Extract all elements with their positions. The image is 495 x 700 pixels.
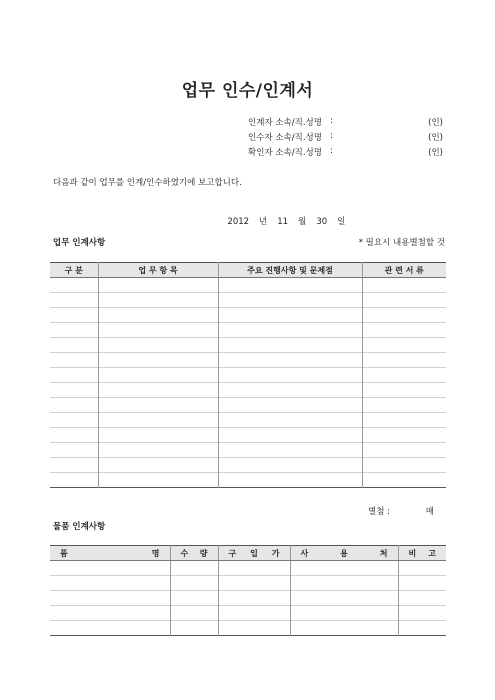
table-cell[interactable] [50, 561, 170, 576]
signature-colon: : [330, 116, 333, 126]
table-cell[interactable] [218, 606, 290, 621]
table-cell[interactable] [218, 338, 362, 353]
table-cell[interactable] [290, 621, 398, 636]
column-header: 관 련 서 류 [362, 263, 446, 278]
column-header: 업 무 항 목 [98, 263, 218, 278]
date-day-unit: 일 [337, 217, 346, 227]
table-cell[interactable] [50, 458, 98, 473]
column-header: 비 고 [398, 546, 446, 561]
table-cell[interactable] [170, 561, 218, 576]
table-cell[interactable] [50, 443, 98, 458]
table-cell[interactable] [218, 443, 362, 458]
table-cell[interactable] [218, 368, 362, 383]
table-cell[interactable] [218, 576, 290, 591]
table-cell[interactable] [218, 591, 290, 606]
signature-label: 확인자 소속/직.성명 [248, 148, 322, 158]
table-row [50, 398, 446, 413]
table-cell[interactable] [218, 561, 290, 576]
table-row [50, 428, 446, 443]
seal-mark: (인) [428, 118, 443, 128]
table-header-row [50, 546, 446, 561]
table-cell[interactable] [50, 338, 98, 353]
table-cell[interactable] [218, 308, 362, 323]
date-day: 30 [316, 217, 328, 227]
table-cell[interactable] [50, 576, 170, 591]
table-cell[interactable] [50, 398, 98, 413]
signature-row-confirmer [248, 146, 443, 160]
table-row [50, 561, 446, 576]
date-year-unit: 년 [259, 217, 268, 227]
table-cell[interactable] [362, 413, 446, 428]
table-cell[interactable] [98, 443, 218, 458]
table-row [50, 606, 446, 621]
signature-colon: : [330, 146, 333, 156]
table-row [50, 413, 446, 428]
table-cell[interactable] [218, 473, 362, 488]
table-cell[interactable] [50, 591, 170, 606]
table-cell[interactable] [50, 383, 98, 398]
table-cell[interactable] [98, 398, 218, 413]
table-cell[interactable] [170, 606, 218, 621]
column-header: 주요 진행사항 및 문제점 [218, 263, 362, 278]
column-header: 품 명 [50, 546, 170, 561]
table-cell[interactable] [218, 353, 362, 368]
table-cell[interactable] [290, 591, 398, 606]
table-cell[interactable] [98, 338, 218, 353]
table-cell[interactable] [170, 621, 218, 636]
report-date [222, 205, 355, 227]
signature-row-receiver [248, 131, 443, 145]
table-cell[interactable] [398, 591, 446, 606]
table-row [50, 458, 446, 473]
table-cell[interactable] [290, 561, 398, 576]
goods-section-heading: 물품 인계사항 [53, 522, 106, 532]
table-row [50, 443, 446, 458]
intro-text: 다음과 같이 업무를 인계/인수하였기에 보고합니다. [53, 178, 242, 188]
table-cell[interactable] [98, 308, 218, 323]
table-cell[interactable] [362, 398, 446, 413]
seal-mark: (인) [428, 133, 443, 143]
goods-handover-table [50, 545, 446, 636]
table-cell[interactable] [50, 293, 98, 308]
column-header: 수 량 [170, 546, 218, 561]
table-cell[interactable] [50, 323, 98, 338]
table-cell[interactable] [218, 398, 362, 413]
table-cell[interactable] [50, 621, 170, 636]
work-table-body [50, 278, 446, 488]
attachment-label: 별첨 : [368, 507, 390, 517]
table-cell[interactable] [362, 458, 446, 473]
table-row [50, 473, 446, 488]
table-row [50, 308, 446, 323]
work-handover-table [50, 262, 446, 488]
table-cell[interactable] [362, 293, 446, 308]
table-cell[interactable] [398, 576, 446, 591]
document-title: 업무 인수/인계서 [181, 81, 314, 101]
table-cell[interactable] [170, 576, 218, 591]
table-cell[interactable] [362, 338, 446, 353]
table-row [50, 293, 446, 308]
table-cell[interactable] [362, 443, 446, 458]
signature-label: 인수자 소속/직.성명 [248, 133, 322, 143]
attachment-note: * 필요시 내용별첨할 것 [358, 238, 445, 248]
table-cell[interactable] [98, 368, 218, 383]
table-cell[interactable] [218, 323, 362, 338]
table-cell[interactable] [218, 458, 362, 473]
table-cell[interactable] [362, 278, 446, 293]
date-year: 2012 [227, 217, 250, 227]
table-cell[interactable] [50, 368, 98, 383]
table-cell[interactable] [362, 323, 446, 338]
table-cell[interactable] [98, 293, 218, 308]
table-cell[interactable] [50, 428, 98, 443]
table-cell[interactable] [170, 591, 218, 606]
table-cell[interactable] [98, 428, 218, 443]
table-cell[interactable] [398, 561, 446, 576]
table-cell[interactable] [98, 353, 218, 368]
table-cell[interactable] [218, 383, 362, 398]
table-cell[interactable] [362, 473, 446, 488]
table-cell[interactable] [50, 413, 98, 428]
table-cell[interactable] [362, 383, 446, 398]
date-month-unit: 월 [298, 217, 307, 227]
table-cell[interactable] [98, 413, 218, 428]
column-header: 사 용 처 [290, 546, 398, 561]
table-row [50, 576, 446, 591]
work-section-heading: 업무 인계사항 [53, 238, 106, 248]
table-cell[interactable] [362, 368, 446, 383]
table-cell[interactable] [50, 606, 170, 621]
table-cell[interactable] [362, 353, 446, 368]
table-cell[interactable] [218, 293, 362, 308]
table-cell[interactable] [50, 278, 98, 293]
table-row [50, 591, 446, 606]
signature-colon: : [330, 131, 333, 141]
seal-mark: (인) [428, 148, 443, 158]
table-cell[interactable] [290, 606, 398, 621]
signature-label: 인계자 소속/직.성명 [248, 118, 322, 128]
table-row [50, 383, 446, 398]
table-cell[interactable] [398, 621, 446, 636]
table-row [50, 368, 446, 383]
table-cell[interactable] [98, 278, 218, 293]
column-header: 구 입 가 [218, 546, 290, 561]
table-cell[interactable] [50, 353, 98, 368]
table-cell[interactable] [218, 413, 362, 428]
table-cell[interactable] [218, 621, 290, 636]
table-row [50, 338, 446, 353]
table-cell[interactable] [218, 278, 362, 293]
table-row [50, 353, 446, 368]
signature-row-handover [248, 116, 443, 130]
table-cell[interactable] [398, 606, 446, 621]
date-month: 11 [277, 217, 289, 227]
table-row [50, 323, 446, 338]
table-cell[interactable] [362, 308, 446, 323]
table-cell[interactable] [290, 576, 398, 591]
table-cell[interactable] [98, 458, 218, 473]
attachment-count [368, 505, 434, 517]
table-cell[interactable] [50, 473, 98, 488]
table-cell[interactable] [50, 308, 98, 323]
table-row [50, 621, 446, 636]
table-row [50, 278, 446, 293]
goods-table-body [50, 561, 446, 636]
table-cell[interactable] [98, 323, 218, 338]
table-cell[interactable] [218, 428, 362, 443]
table-header-row [50, 263, 446, 278]
table-cell[interactable] [362, 428, 446, 443]
column-header: 구 분 [50, 263, 98, 278]
table-cell[interactable] [98, 383, 218, 398]
table-cell[interactable] [98, 473, 218, 488]
attachment-unit: 매 [425, 507, 434, 517]
